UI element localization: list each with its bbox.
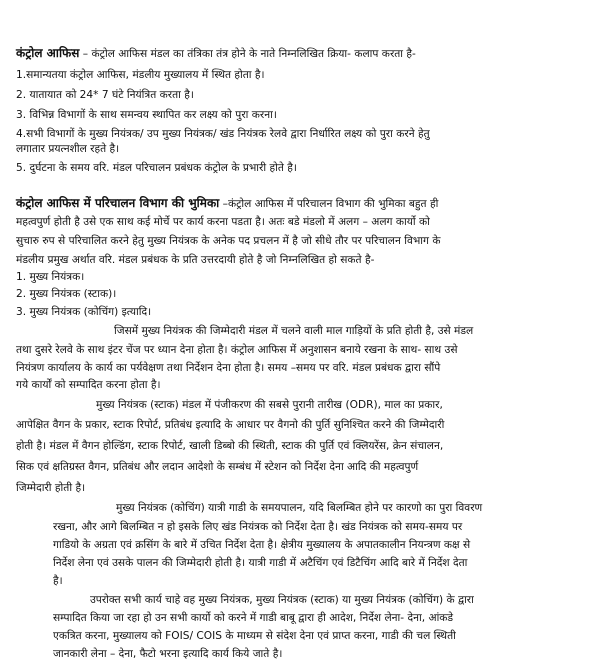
paragraph-line: जिसमें मुख्य नियंत्रक की जिम्मेदारी मंडल में चलने वाली माल गाड़ियों के प्रति होती है, उसे मंडल [114,325,474,337]
paragraph-line: महत्वपुर्ण होती है उसे एक साथ कई मोर्चे पर कार्य करना पडता है। अतः बडे मंडलो में अलग – अलग कार्यो को [16,216,430,228]
paragraph-line: जिम्मेदारी होती है। [16,482,86,494]
paragraph-line: निर्देश लेना एवं उसके पालन की जिम्मेदारी होती है। यात्री गाडी में अटैचिंग एवं डिटैचिंग आदि बारे में निर्देश देता [53,557,468,569]
section2-item: 3. मुख्य नियंत्रक (कोचिंग) इत्यादि। [16,306,152,318]
section1-heading-rest: – कंट्रोल आफिस मंडल का तंत्रिका तंत्र होने के नाते निम्नलिखित क्रिया- कलाप करता है- [79,48,416,60]
paragraph-line: एकत्रित करना, मुख्यालय को FOIS/ COIS के माध्यम से संदेश देना एवं प्राप्त करना, गाडी की चल स्थिती [53,630,456,642]
paragraph-line: मंडलीय प्रमुख अर्थात वरि. मंडल प्रबंधक के प्रति उत्तरदायी होते है जो निम्नलिखित हो सकते है- [16,254,375,266]
section1-item: 1.समान्यतया कंट्रोल आफिस, मंडलीय मुख्यालय में स्थित होता है। [16,69,265,81]
section2-item: 1. मुख्य नियंत्रक। [16,271,85,283]
paragraph-line: नियंत्रण कार्यालय के कार्य का पर्यवेक्षण तथा निर्देशन देना होता है। समय –समय पर वरि. मंडल प्रबंधक द्वारा सौंपे [16,362,441,374]
paragraph-line: रखना, और आगे बिलम्बित न हो इसके लिए खंड नियंत्रक को निर्देश देता है। खंड नियंत्रक को समय-समय पर [53,521,463,533]
section1-item: 4.सभी विभागों के मुख्य नियंत्रक/ उप मुख्य नियंत्रक/ खंड नियंत्रक रेलवे द्वारा निर्धारित लक्ष्य को पुरा करने हेतु [16,128,430,140]
section1-item: 2. यातायात को 24* 7 घंटे नियंत्रित करता है। [16,89,194,101]
section2-heading-line [16,197,438,211]
paragraph-line: आपेक्षित वैगन के प्रकार, स्टाक रिपोर्ट, प्रतिबंध इत्यादि के आधार पर वैगनो की पुर्ति सुनिश्चित करने की जिम्मेदारी [16,419,445,431]
section1-item: 5. दुर्घटना के समय वरि. मंडल परिचालन प्रबंधक कंट्रोल के प्रभारी होते है। [16,162,297,174]
paragraph-line: सिक एवं क्षतिग्रस्त वैगन, प्रतिबंध और लदान आदेशो के सम्बंध में स्टेशन को निर्देश देना आदि की महत्वपुर्ण [16,461,419,473]
section2-heading-rest: –कंट्रोल आफिस में परिचालन विभाग की भुमिका बहुत ही [219,198,439,210]
section1-heading-line [16,47,416,61]
section2-heading: कंट्रोल आफिस में परिचालन विभाग की भुमिका [16,196,220,210]
paragraph-line: होती है। मंडल में वैगन होल्डिंग, स्टाक रिपोर्ट, खाली डिब्बो की स्थिती, स्टाक की पुर्ति एवं क्लियरेंस, क्रेन संचालन, [16,440,444,452]
paragraph-line: उपरोक्त सभी कार्य चाहे वह मुख्य नियंत्रक, मुख्य नियंत्रक (स्टाक) या मुख्य नियंत्रक (कोचिंग) के द्वारा [90,594,474,606]
paragraph-line: है। [53,575,63,587]
paragraph-line: सम्पादित किया जा रहा हो उन सभी कार्यो को करने में गाडी बाबू द्वारा ही आदेश, निर्देश लेना- देना, आंकडे [53,612,454,624]
paragraph-line: सुचारु रुप से परिचालित करने हेतु मुख्य नियंत्रक के अनेक पद प्रचलन में है जो सीधे तौर पर परिचालन विभाग के [16,235,441,247]
section2-item: 2. मुख्य नियंत्रक (स्टाक)। [16,288,117,300]
paragraph-line: जानकारी लेना – देना, फैटो भरना इत्यादि कार्य किये जाते है। [53,648,283,660]
paragraph-line: तथा दुसरे रेलवे के साथ इंटर चेंज पर ध्यान देना होता है। कंट्रोल आफिस में अनुशासन बनाये रखना के साथ- साथ उसे [16,344,458,356]
paragraph-line: गाडियो के अग्रता एवं क्रसिंग के बारे में उचित निर्देश देता है। क्षेत्रीय मुख्यालय के अपातकालीन नियन्त्रण कक्ष से [53,539,471,551]
section1-item: 3. विभिन्न विभागों के साथ समन्वय स्थापित कर लक्ष्य को पुरा करना। [16,109,277,121]
section1-item: लगातार प्रयत्नशील रहते है। [16,143,120,155]
paragraph-line: मुख्य नियंत्रक (स्टाक) मंडल में पंजीकरण की सबसे पुरानी तारीख (ODR), माल का प्रकार, [96,399,443,411]
paragraph-line: मुख्य नियंत्रक (कोचिंग) यात्री गाडी के समयपालन, यदि बिलम्बित होने पर कारणो का पुरा विवरण [116,502,483,514]
paragraph-line: गये कार्यों को सम्पादित करना होता है। [16,379,161,391]
section1-heading: कंट्रोल आफिस [16,46,80,60]
